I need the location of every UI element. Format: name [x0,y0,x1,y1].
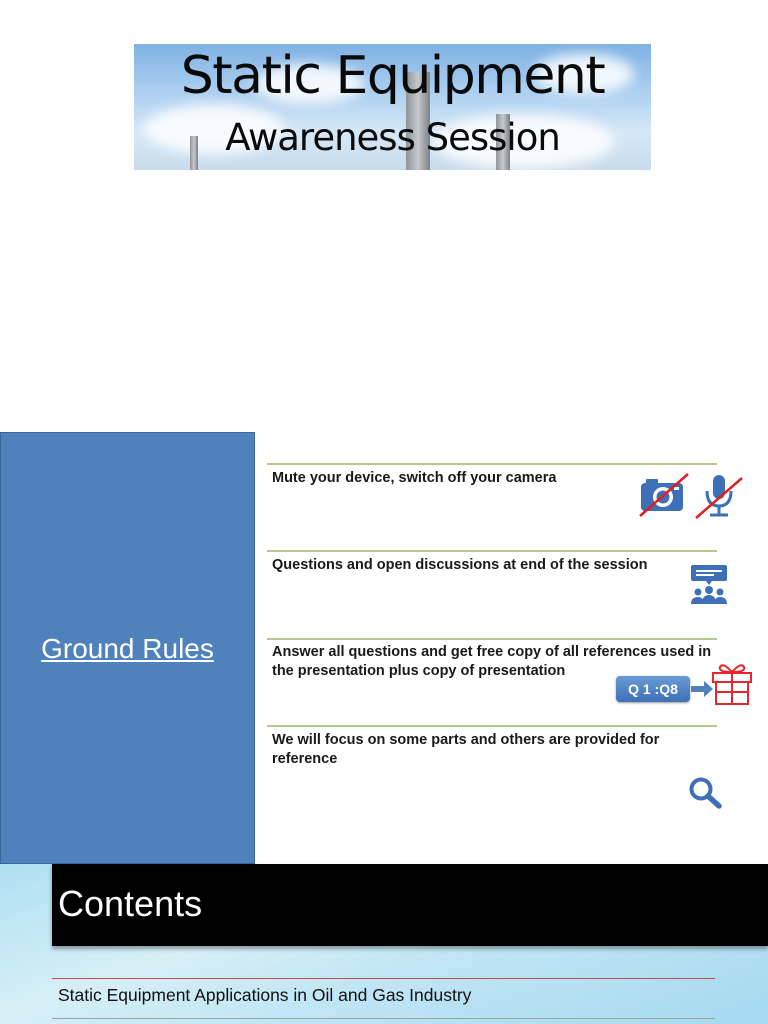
title-banner [134,44,651,170]
slide-subtitle: Awareness Session [225,116,560,159]
camera-off-icon [638,472,690,518]
gift-icon [711,660,753,706]
rule-item-questions: Questions and open discussions at end of the session [272,557,648,573]
rule-item-focus: We will focus on some parts and others are provided for reference [272,732,660,767]
contents-divider [52,978,715,979]
rule-item-answer: Answer all questions and get free copy of all references used in the presentation plus copy of presentation [272,644,712,679]
question-range-badge: Q 1 :Q8 [616,676,690,702]
microphone-off-icon [694,472,744,520]
contents-divider [52,1018,715,1019]
rule-item-mute: Mute your device, switch off your camera [272,470,557,486]
contents-item: Static Equipment Applications in Oil and Gas Industry [58,985,472,1005]
rule-divider [267,463,717,465]
ground-rules-heading: Ground Rules [41,633,214,664]
ground-rules-panel [0,432,255,864]
group-discussion-icon [689,564,729,606]
slide-title: Static Equipment [180,46,605,106]
rule-divider [267,638,717,640]
rule-divider [267,550,717,552]
magnifier-icon [688,776,724,810]
rule-divider [267,725,717,727]
contents-title: Contents [58,883,203,924]
